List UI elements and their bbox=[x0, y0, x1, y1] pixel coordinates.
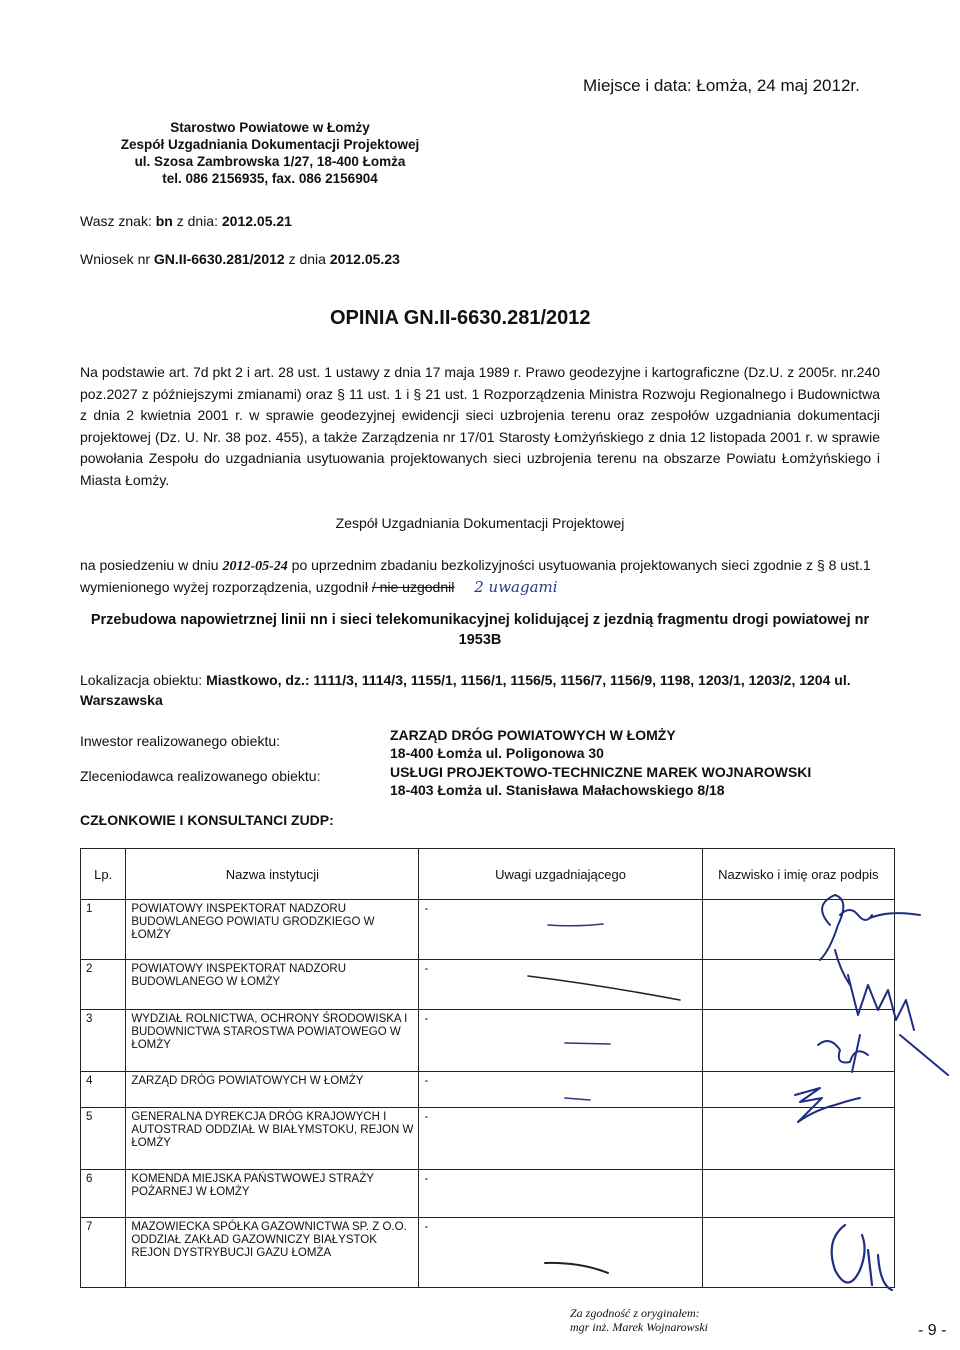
certify-name: mgr inż. Marek Wojnarowski bbox=[570, 1320, 708, 1334]
location-value: Miastkowo, dz.: 1111/3, 1114/3, 1155/1, 1156/1, 1156/5, 1156/7, 1156/9, 1198, 1203/1, 1203/2, 1204 ul. Warszawska bbox=[80, 672, 851, 708]
members-table bbox=[80, 848, 895, 1288]
row-signature bbox=[702, 960, 894, 1010]
meeting-prefix: na posiedzeniu w dniu bbox=[80, 557, 219, 573]
header-institution: Nazwa instytucji bbox=[126, 849, 419, 900]
contractor-value bbox=[390, 763, 811, 799]
table-row bbox=[81, 1170, 895, 1218]
table-row bbox=[81, 960, 895, 1010]
header-lp: Lp. bbox=[81, 849, 126, 900]
investor-label: Inwestor realizowanego obiektu: bbox=[80, 733, 281, 749]
row-lp: 1 bbox=[81, 900, 126, 960]
location-label: Lokalizacja obiektu: bbox=[80, 672, 203, 688]
reference-line bbox=[80, 213, 292, 229]
handwritten-note: 2 uwagami bbox=[474, 578, 558, 596]
row-lp: 6 bbox=[81, 1170, 126, 1218]
contractor-name: USŁUGI PROJEKTOWO-TECHNICZNE MAREK WOJNAROWSKI bbox=[390, 764, 812, 780]
row-lp: 4 bbox=[81, 1072, 126, 1108]
ref-value: bn bbox=[155, 213, 173, 229]
row-signature bbox=[702, 1108, 894, 1170]
row-signature bbox=[702, 900, 894, 960]
row-signature bbox=[702, 1170, 894, 1218]
row-remarks: - bbox=[419, 900, 702, 960]
team-name: Zespół Uzgadniania Dokumentacji Projektowej bbox=[335, 515, 625, 531]
header-remarks: Uwagi uzgadniającego bbox=[419, 849, 702, 900]
investor-address: 18-400 Łomża ul. Poligonowa 30 bbox=[390, 745, 604, 761]
request-label: Wniosek nr bbox=[80, 251, 151, 267]
table-header-row bbox=[81, 849, 895, 900]
page-number: - 9 - bbox=[918, 1322, 947, 1339]
row-institution: POWIATOWY INSPEKTORAT NADZORU BUDOWLANEGO W ŁOMŻY bbox=[126, 960, 419, 1010]
row-signature bbox=[702, 1010, 894, 1072]
row-remarks: - bbox=[419, 960, 702, 1010]
request-date-label: z dnia bbox=[288, 251, 326, 267]
ref-label: Wasz znak: bbox=[80, 213, 152, 229]
row-institution: KOMENDA MIEJSKA PAŃSTWOWEJ STRAŻY POŻARNEJ W ŁOMŻY bbox=[126, 1170, 419, 1218]
table-row bbox=[81, 1072, 895, 1108]
document-title: OPINIA GN.II-6630.281/2012 bbox=[330, 307, 591, 329]
meeting-date: 2012-05-24 bbox=[222, 559, 288, 574]
table-row bbox=[81, 1108, 895, 1170]
members-heading: CZŁONKOWIE I KONSULTANCI ZUDP: bbox=[80, 812, 334, 828]
project-title: Przebudowa napowietrznej linii nn i sieci telekomunikacyjnej kolidującej z jezdnią fragmentu drogi powiatowej nr 1953B bbox=[90, 612, 870, 648]
legal-basis-paragraph: Na podstawie art. 7d pkt 2 i art. 28 ust. 1 ustawy z dnia 17 maja 1989 r. Prawo geodezyjne i kartograficzne (Dz.U. z 2005r. nr.240 poz.2027 z późniejszymi zmianami) oraz § 11 ust. 1 i § 21 ust. 1 Rozporządzenia Ministra Rozwoju Regionalnego i Budownictwa z dnia 2 kwietnia 2001 r. w sprawie geodezyjnej ewidencji sieci uzbrojenia terenu oraz zespołów uzgadniania dokumentacji projektowej (Dz. U. Nr. 38 poz. 455), a także Zarządzenia nr 17/01 Starosty Łomżyńskiego z dnia 12 listopada 2001 r. w sprawie powołania Zespołu do uzgadniania usytuowania projektowanych sieci uzbrojenia terenu na obszarze Powiatu Łomżyńskiego i Miasta Łomży. bbox=[80, 364, 880, 488]
row-lp: 2 bbox=[81, 960, 126, 1010]
office-header bbox=[80, 119, 460, 187]
request-line bbox=[80, 251, 400, 267]
row-remarks: - bbox=[419, 1010, 702, 1072]
location-line bbox=[80, 670, 880, 710]
table-row bbox=[81, 900, 895, 960]
row-signature bbox=[702, 1072, 894, 1108]
row-institution: WYDZIAŁ ROLNICTWA, OCHRONY ŚRODOWISKA I BUDOWNICTWA STAROSTWA POWIATOWEGO W ŁOMŻY bbox=[126, 1010, 419, 1072]
ref-date-label: z dnia: bbox=[176, 213, 218, 229]
row-signature bbox=[702, 1218, 894, 1288]
request-date-value: 2012.05.23 bbox=[329, 251, 400, 267]
row-remarks: - bbox=[419, 1218, 702, 1288]
contractor-label: Zleceniodawca realizowanego obiektu: bbox=[80, 768, 321, 784]
meeting-paragraph bbox=[80, 555, 880, 597]
row-remarks: - bbox=[419, 1072, 702, 1108]
row-institution: MAZOWIECKA SPÓŁKA GAZOWNICTWA SP. Z O.O. ODDZIAŁ ZAKŁAD GAZOWNICZY BIAŁYSTOK REJON DYSTRYBUCJI GAZU ŁOMŻA bbox=[126, 1218, 419, 1288]
office-line: Zespół Uzgadniania Dokumentacji Projektowej bbox=[120, 137, 420, 152]
certification-note bbox=[570, 1306, 708, 1334]
investor-value bbox=[390, 726, 676, 762]
row-remarks: - bbox=[419, 1170, 702, 1218]
contractor-address: 18-403 Łomża ul. Stanisława Małachowskiego 8/18 bbox=[390, 782, 725, 798]
row-institution: GENERALNA DYREKCJA DRÓG KRAJOWYCH I AUTOSTRAD ODDZIAŁ W BIAŁYMSTOKU, REJON W ŁOMŻY bbox=[126, 1108, 419, 1170]
row-institution: POWIATOWY INSPEKTORAT NADZORU BUDOWLANEGO POWIATU GRODZKIEGO W ŁOMŻY bbox=[126, 900, 419, 960]
request-number: GN.II-6630.281/2012 bbox=[153, 251, 285, 267]
struck-option: / nie uzgodnił bbox=[371, 579, 455, 595]
place-date: Miejsce i data: Łomża, 24 maj 2012r. bbox=[583, 76, 860, 95]
header-signature: Nazwisko i imię oraz podpis bbox=[702, 849, 894, 900]
office-line: tel. 086 2156935, fax. 086 2156904 bbox=[162, 171, 378, 186]
office-line: Starostwo Powiatowe w Łomży bbox=[170, 120, 370, 135]
table-row bbox=[81, 1010, 895, 1072]
row-lp: 5 bbox=[81, 1108, 126, 1170]
meeting-middle: po uprzednim zbadaniu bezkolizyjności usytuowania projektowanych sieci zgodnie z § 8 ust.1 wymienionego wyżej rozporządzenia, uzgodnił bbox=[80, 557, 871, 595]
certify-line: Za zgodność z oryginałem: bbox=[570, 1306, 700, 1320]
investor-name: ZARZĄD DRÓG POWIATOWYCH W ŁOMŻY bbox=[390, 727, 676, 743]
table-row bbox=[81, 1218, 895, 1288]
row-lp: 3 bbox=[81, 1010, 126, 1072]
ref-date-value: 2012.05.21 bbox=[221, 213, 292, 229]
row-institution: ZARZĄD DRÓG POWIATOWYCH W ŁOMŻY bbox=[126, 1072, 419, 1108]
office-line: ul. Szosa Zambrowska 1/27, 18-400 Łomża bbox=[134, 154, 406, 169]
row-remarks: - bbox=[419, 1108, 702, 1170]
row-lp: 7 bbox=[81, 1218, 126, 1288]
